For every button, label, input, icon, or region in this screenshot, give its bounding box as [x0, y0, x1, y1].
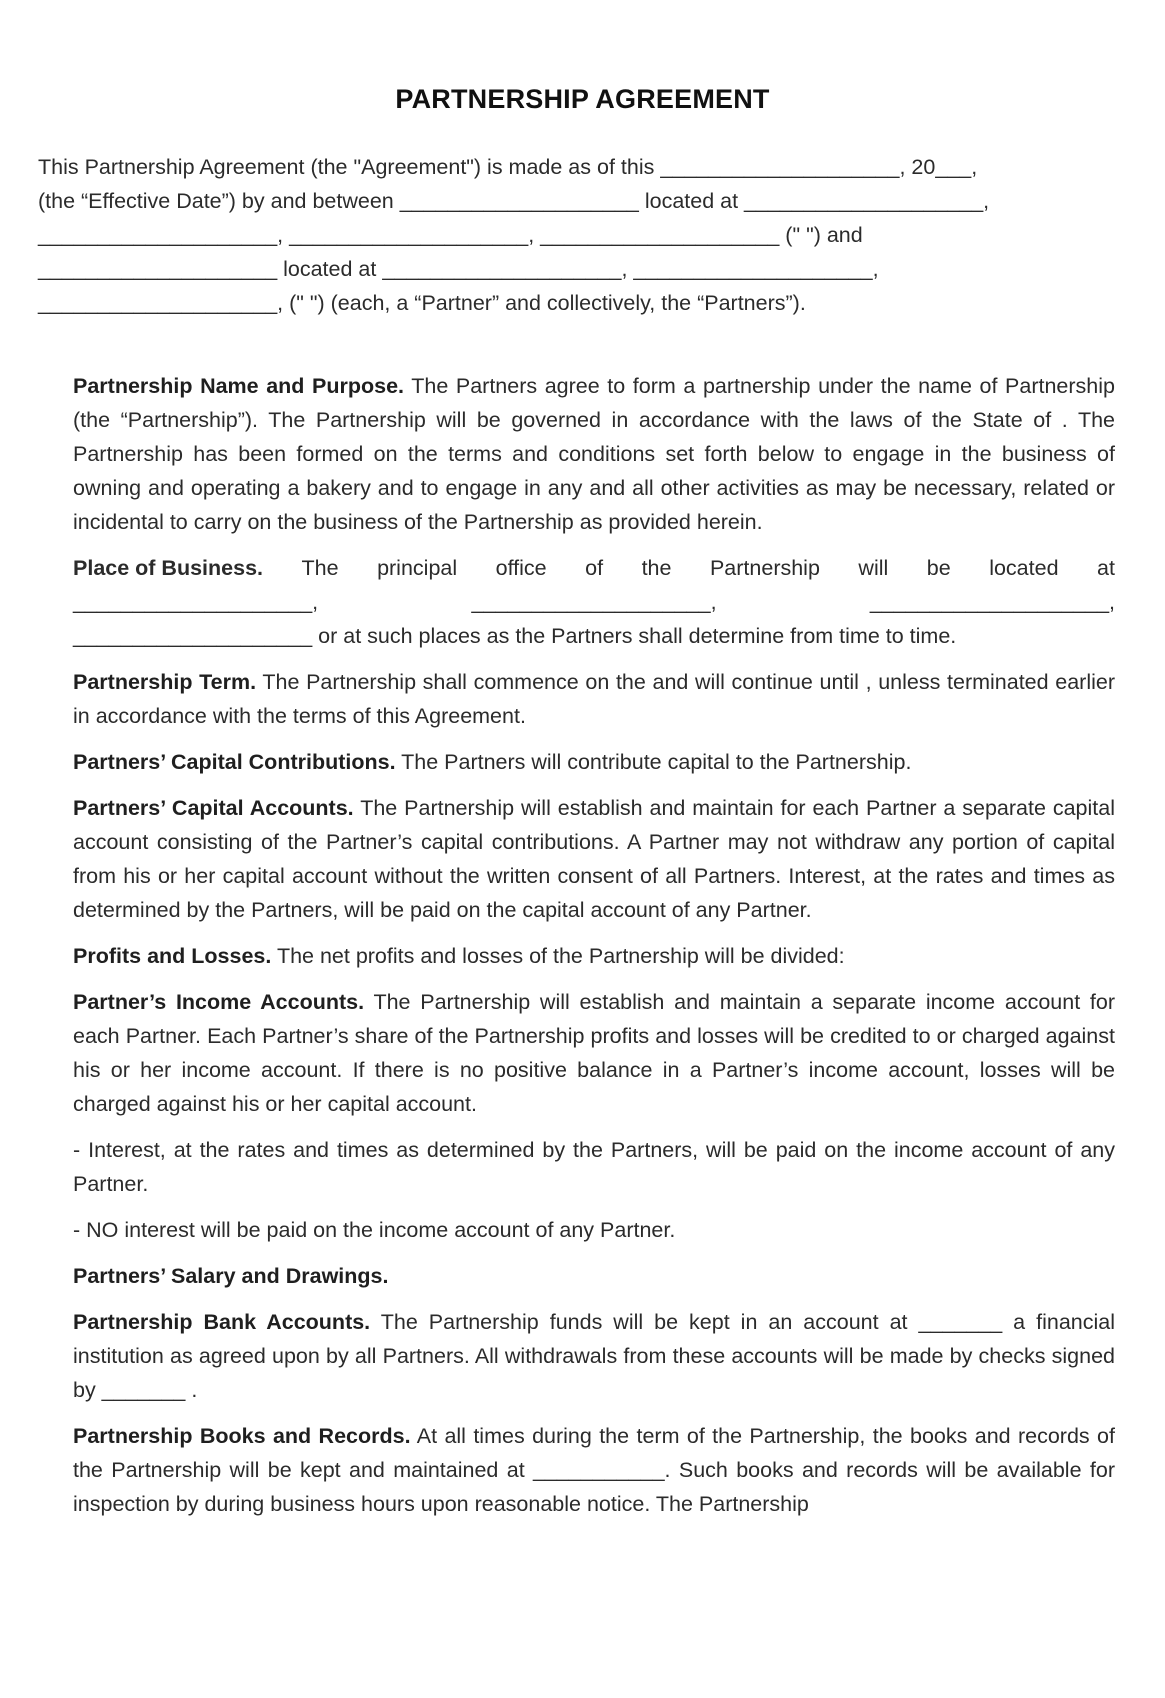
section-books-records — [73, 1419, 1115, 1521]
section-place-of-business — [73, 551, 1115, 653]
section-heading: Partners’ Salary and Drawings. — [73, 1264, 389, 1288]
section-heading: Partnership Term. — [73, 670, 257, 694]
section-capital-contributions — [73, 745, 1115, 779]
option-interest — [73, 1133, 1115, 1201]
place-of-business-line — [73, 551, 1115, 585]
section-heading: Partnership Books and Records. — [73, 1424, 411, 1448]
section-heading: Profits and Losses. — [73, 944, 272, 968]
address-blank: ____________________, — [73, 590, 319, 614]
intro-line: (the “Effective Date”) by and between ____________________ located at ____________________, — [38, 189, 990, 213]
address-final-line — [73, 619, 1115, 653]
section-text: The Partnership funds will be kept in an account at _______ a financial institution as agreed upon by all Partners. All withdrawals from these accounts will be made by checks signed by _______ . — [73, 1310, 1115, 1402]
word: principal — [377, 556, 458, 580]
intro-line: ____________________ located at ____________________, ____________________, — [38, 257, 879, 281]
section-text: The Partners will contribute capital to the Partnership. — [401, 750, 912, 774]
word: at — [1097, 556, 1115, 580]
section-text: - Interest, at the rates and times as determined by the Partners, will be paid on the income account of any Partner. — [73, 1138, 1115, 1196]
section-heading: Place of Business. — [73, 556, 263, 580]
word: of — [585, 556, 604, 580]
section-text: The net profits and losses of the Partnership will be divided: — [276, 944, 845, 968]
section-heading: Partner’s Income Accounts. — [73, 990, 365, 1014]
option-no-interest — [73, 1213, 1115, 1247]
intro-paragraph — [38, 150, 1128, 320]
section-capital-accounts — [73, 791, 1115, 927]
section-bank-accounts — [73, 1305, 1115, 1407]
address-blank: ____________________, — [869, 590, 1115, 614]
intro-line: This Partnership Agreement (the "Agreement") is made as of this ____________________, 20___, — [38, 155, 978, 179]
section-profits-losses — [73, 939, 1115, 973]
address-blank: ____________________ — [73, 624, 313, 648]
section-name-purpose — [73, 369, 1115, 539]
address-blank: ____________________, — [471, 590, 717, 614]
section-heading: Partners’ Capital Contributions. — [73, 750, 396, 774]
section-income-accounts — [73, 985, 1115, 1121]
section-heading: Partnership Bank Accounts. — [73, 1310, 371, 1334]
section-text: The Partnership shall commence on the and will continue until , unless terminated earlier in accordance with the terms of this Agreement. — [73, 670, 1116, 728]
agreement-body — [73, 369, 1115, 1533]
section-text: The Partners agree to form a partnership under the name of Partnership (the “Partnership”). The Partnership will be governed in accordance with the laws of the State of . The Partnership has been formed on the terms and conditions set forth below to engage in the business of owning and operating a bakery and to engage in any and all other activities as may be necessary, related or incidental to carry on the business of the Partnership as provided herein. — [73, 374, 1115, 534]
section-heading: Partners’ Capital Accounts. — [73, 796, 354, 820]
document-title: PARTNERSHIP AGREEMENT — [395, 84, 770, 114]
intro-line: ____________________, ____________________, ____________________ (" ") and — [38, 223, 863, 247]
section-text: The Partnership will establish and maintain a separate income account for each Partner. Each Partner’s share of the Partnership profits and losses will be credited to or charged against his or her income account. If there is no positive balance in a Partner’s income account, losses will be charged against his or her capital account. — [73, 990, 1115, 1116]
section-salary-drawings — [73, 1259, 1115, 1293]
word: will — [858, 556, 889, 580]
word: the — [641, 556, 672, 580]
section-text: At all times during the term of the Partnership, the books and records of the Partnership will be kept and maintained at ___________. Such books and records will be available for inspection by during business hours upon reasonable notice. The Partnership — [73, 1424, 1115, 1516]
section-text: The Partnership will establish and maintain for each Partner a separate capital account consisting of the Partner’s capital contributions. A Partner may not withdraw any portion of capital from his or her capital account without the written consent of all Partners. Interest, at the rates and times as determined by the Partners, will be paid on the capital account of any Partner. — [73, 796, 1115, 922]
section-heading: Partnership Name and Purpose. — [73, 374, 405, 398]
section-text: or at such places as the Partners shall determine from time to time. — [318, 624, 957, 648]
word: office — [495, 556, 547, 580]
word: Partnership — [709, 556, 820, 580]
address-blanks-line — [73, 585, 1115, 619]
word: The — [301, 556, 339, 580]
intro-line: ____________________, (" ") (each, a “Partner” and collectively, the “Partners”). — [38, 291, 806, 315]
word: located — [989, 556, 1059, 580]
word: be — [926, 556, 951, 580]
section-text: - NO interest will be paid on the income account of any Partner. — [73, 1218, 676, 1242]
section-term — [73, 665, 1115, 733]
